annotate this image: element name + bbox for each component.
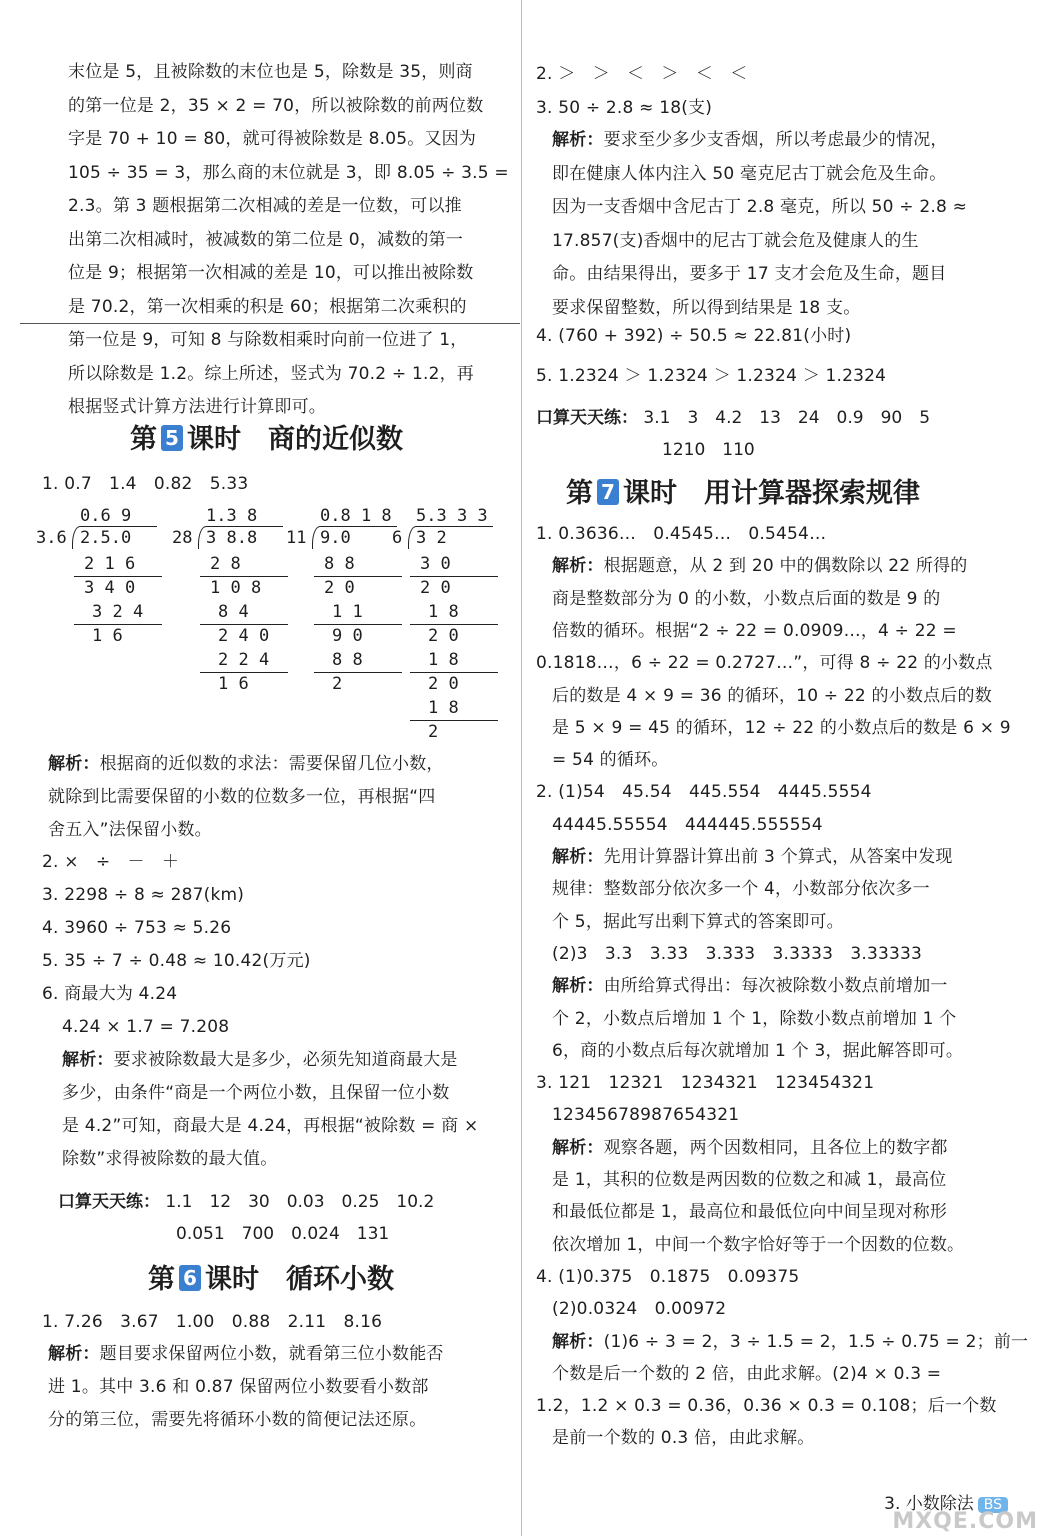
- text-line: 6. 商最大为 4.24: [42, 984, 178, 1004]
- text-line: 出第二次相减时，被减数的第二位是 0，减数的第一: [68, 229, 464, 250]
- sec7-line: 6，商的小数点后每次就增加 1 个 3，据此解答即可。: [552, 1040, 964, 1061]
- text-line: 解析：根据商的近似数的求法：需要保留几位小数，: [48, 754, 444, 774]
- column-divider: [521, 0, 522, 1536]
- text-line: 5. 35 ÷ 7 ÷ 0.48 ≈ 10.42(万元): [42, 951, 311, 971]
- sec5-q1: 1. 0.7 1.4 0.82 5.33: [42, 474, 249, 494]
- division-step: 1 8: [428, 698, 459, 718]
- sec7-line: 是前一个数的 0.3 倍，由此求解。: [552, 1428, 815, 1449]
- text-line: 位是 9；根据第一次相减的差是 10，可以推出被除数: [68, 263, 474, 283]
- division-step: 1 0 8: [210, 578, 262, 598]
- text-line: 4. (760 + 392) ÷ 50.5 ≈ 22.81(小时): [536, 326, 852, 346]
- section-7-title: 第 7 课时 用计算器探索规律: [566, 478, 920, 509]
- division-step: 2: [332, 674, 343, 694]
- kousuan-2: 口算天天练： 3.1 3 4.2 13 24 0.9 90 5: [536, 408, 931, 428]
- sec7-line: 4. (1)0.375 0.1875 0.09375: [536, 1266, 800, 1287]
- text-line: 是 4.2”可知，商最大是 4.24，再根据“被除数 = 商 ×: [62, 1116, 479, 1136]
- text-line: 舍五入”法保留小数。: [48, 820, 212, 840]
- division-step: 8 4: [218, 602, 249, 622]
- sec7-line: 个数是后一个数的 2 倍，由此求解。(2)4 × 0.3 =: [552, 1363, 942, 1384]
- sec7-line: (2)0.0324 0.00972: [552, 1299, 727, 1320]
- text-line: 所以除数是 1.2。综上所述，竖式为 70.2 ÷ 1.2，再: [68, 363, 474, 384]
- division-rule: [200, 624, 288, 625]
- sec7-line: 44445.55554 444445.555554: [552, 814, 823, 835]
- division-rule: [200, 672, 288, 673]
- division-rule: [314, 576, 402, 577]
- text-line: 2. ＞ ＞ ＜ ＞ ＜ ＜: [536, 64, 748, 84]
- division-step: 3 2 4: [92, 602, 144, 622]
- sec7-line: 12345678987654321: [552, 1105, 740, 1126]
- text-line: 17.857(支)香烟中的尼古丁就会危及健康人的生: [552, 230, 919, 251]
- sec7-line: 解析：由所给算式得出：每次被除数小数点前增加一: [552, 976, 948, 997]
- sec7-line: 依次增加 1，中间一个数字恰好等于一个因数的位数。: [552, 1234, 965, 1255]
- dividend: 9.0: [320, 528, 351, 548]
- division-step: 3 0: [420, 554, 451, 574]
- text-line: 末位是 5，且被除数的末位也是 5，除数是 35，则商: [68, 62, 473, 82]
- division-step: 3 4 0: [84, 578, 136, 598]
- division-step: 1 1: [332, 602, 363, 622]
- division-step: 2 0: [324, 578, 355, 598]
- kousuan-2-line2: 1210 110: [662, 440, 755, 460]
- text-line: 2.3。第 3 题根据第二次相减的差是一位数，可以推: [68, 196, 462, 216]
- division-step: 1 8: [428, 650, 459, 670]
- dividend: 3 8.8: [206, 528, 258, 548]
- sec7-line: 0.1818…，6 ÷ 22 = 0.2727…”，可得 8 ÷ 22 的小数点: [536, 653, 993, 674]
- divisor: 28: [172, 528, 193, 548]
- text-line: 的第一位是 2，35 × 2 = 70，所以被除数的前两位数: [68, 95, 484, 116]
- division-step: 2 0: [428, 674, 459, 694]
- sec7-line: 解析：观察各题，两个因数相同，且各位上的数字都: [552, 1137, 948, 1158]
- sec7-line: 后的数是 4 × 9 = 36 的循环，10 ÷ 22 的小数点后的数: [552, 685, 992, 706]
- text-line: 2. × ÷ － ＋: [42, 852, 180, 872]
- text-line: 解析：要求被除数最大是多少，必须先知道商最大是: [62, 1050, 458, 1070]
- watermark: MXQE.COM: [892, 1509, 1038, 1534]
- text-line: 多少，由条件“商是一个两位小数，且保留一位小数: [62, 1083, 450, 1103]
- dividend: 2.5.0: [80, 528, 132, 548]
- horizontal-rule: [20, 323, 520, 324]
- page-footer: 3. 小数除法 BS: [884, 1489, 1008, 1514]
- division-step: 9 0: [332, 626, 363, 646]
- text-line: 命。由结果得出，要多于 17 支才会危及生命，题目: [552, 264, 947, 284]
- text-line: 5. 1.2324 ＞ 1.2324 ＞ 1.2324 ＞ 1.2324: [536, 366, 887, 386]
- sec7-line: 是 5 × 9 = 45 的循环，12 ÷ 22 的小数点后的数是 6 × 9: [552, 717, 1011, 738]
- division-step: 2: [428, 722, 439, 742]
- sec7-line: 2. (1)54 45.54 445.554 4445.5554: [536, 782, 872, 803]
- division-step: 1 8: [428, 602, 459, 622]
- division-rule: [314, 624, 402, 625]
- section-6-title: 第 6 课时 循环小数: [148, 1264, 394, 1295]
- division-rule: [410, 576, 498, 577]
- division-rule: [314, 672, 402, 673]
- quotient: 0.6 9: [80, 506, 132, 526]
- sec7-line: 规律：整数部分依次多一个 4，小数部分依次多一: [552, 879, 930, 900]
- divisor: 11: [286, 528, 307, 548]
- division-step: 2 0: [428, 626, 459, 646]
- division-step: 2 2 4: [218, 650, 270, 670]
- sec7-line: 1.2，1.2 × 0.3 = 0.36，0.36 × 0.3 = 0.108；后一个数: [536, 1396, 997, 1417]
- sec7-line: 解析：先用计算器计算出前 3 个算式，从答案中发现: [552, 847, 953, 867]
- text-line: 因为一支香烟中含尼古丁 2.8 毫克，所以 50 ÷ 2.8 ≈: [552, 197, 968, 217]
- text-line: 3. 2298 ÷ 8 ≈ 287(km): [42, 885, 245, 905]
- division-step: 8 8: [332, 650, 363, 670]
- division-step: 2 0: [420, 578, 451, 598]
- quotient: 5.3 3 3: [416, 506, 488, 526]
- sec7-line: 倍数的循环。根据“2 ÷ 22 = 0.0909…，4 ÷ 22 =: [552, 620, 957, 641]
- sec7-line: = 54 的循环。: [552, 750, 669, 771]
- sec7-line: 和最低位都是 1，最高位和最低位向中间呈现对称形: [552, 1202, 948, 1223]
- sec7-line: (2)3 3.3 3.33 3.333 3.3333 3.33333: [552, 943, 923, 964]
- text-line: 要求保留整数，所以得到结果是 18 支。: [552, 297, 861, 318]
- division-step: 2 1 6: [84, 554, 136, 574]
- text-line: 即在健康人体内注入 50 毫克尼古丁就会危及生命。: [552, 163, 947, 184]
- text-line: 进 1。其中 3.6 和 0.87 保留两位小数要看小数部: [48, 1377, 429, 1397]
- sec7-line: 解析：根据题意，从 2 到 20 中的偶数除以 22 所得的: [552, 556, 968, 577]
- section-5-title: 第 5 课时 商的近似数: [130, 424, 403, 455]
- sec7-line: 3. 121 12321 1234321 123454321: [536, 1073, 875, 1094]
- divisor: 3.6: [36, 528, 67, 548]
- kousuan-1-line2: 0.051 700 0.024 131: [176, 1224, 390, 1244]
- divisor: 6: [392, 528, 403, 548]
- text-line: 第一位是 9，可知 8 与除数相乘时向前一位进了 1，: [68, 330, 468, 350]
- kousuan-1: 口算天天练： 1.1 12 30 0.03 0.25 10.2: [58, 1192, 435, 1212]
- text-line: 分的第三位，需要先将循环小数的简便记法还原。: [48, 1410, 427, 1430]
- division-rule: [410, 672, 498, 673]
- text-line: 105 ÷ 35 = 3，那么商的末位就是 3，即 8.05 ÷ 3.5 =: [68, 162, 509, 183]
- text-line: 根据竖式计算方法进行计算即可。: [68, 397, 326, 417]
- sec7-line: 1. 0.3636… 0.4545… 0.5454…: [536, 524, 827, 544]
- quotient: 0.8 1 8: [320, 506, 392, 526]
- text-line: 是 70.2，第一次相乘的积是 60；根据第二次乘积的: [68, 296, 467, 317]
- division-rule: [74, 576, 162, 577]
- sec7-line: 解析：(1)6 ÷ 3 = 2，3 ÷ 1.5 = 2，1.5 ÷ 0.75 = 2；前一: [552, 1331, 1029, 1352]
- sec7-line: 是 1，其积的位数是两因数的位数之和减 1，最高位: [552, 1170, 947, 1190]
- text-line: 3. 50 ÷ 2.8 ≈ 18(支): [536, 98, 713, 118]
- division-rule: [410, 624, 498, 625]
- text-line: 字是 70 + 10 = 80，就可得被除数是 8.05。又因为: [68, 129, 477, 149]
- text-line: 就除到比需要保留的小数的位数多一位，再根据“四: [48, 787, 436, 807]
- division-step: 1 6: [92, 626, 123, 646]
- sec7-line: 个 2，小数点后增加 1 个 1，除数小数点前增加 1 个: [552, 1008, 957, 1029]
- quotient: 1.3 8: [206, 506, 258, 526]
- division-rule: [200, 576, 288, 577]
- text-line: 解析：题目要求保留两位小数，就看第三位小数能否: [48, 1344, 444, 1364]
- division-step: 8 8: [324, 554, 355, 574]
- division-step: 2 8: [210, 554, 241, 574]
- division-rule: [410, 720, 498, 721]
- text-line: 4.24 × 1.7 = 7.208: [62, 1017, 230, 1037]
- sec7-line: 个 5，据此写出剩下算式的答案即可。: [552, 911, 844, 932]
- text-line: 解析：要求至少多少支香烟，所以考虑最少的情况，: [552, 130, 948, 150]
- text-line: 4. 3960 ÷ 753 ≈ 5.26: [42, 918, 232, 938]
- division-rule: [74, 624, 162, 625]
- division-step: 2 4 0: [218, 626, 270, 646]
- sec6-q1: 1. 7.26 3.67 1.00 0.88 2.11 8.16: [42, 1312, 383, 1332]
- sec7-line: 商是整数部分为 0 的小数，小数点后面的数是 9 的: [552, 588, 941, 609]
- division-step: 1 6: [218, 674, 249, 694]
- text-line: 除数”求得被除数的最大值。: [62, 1149, 278, 1169]
- dividend: 3 2: [416, 528, 447, 548]
